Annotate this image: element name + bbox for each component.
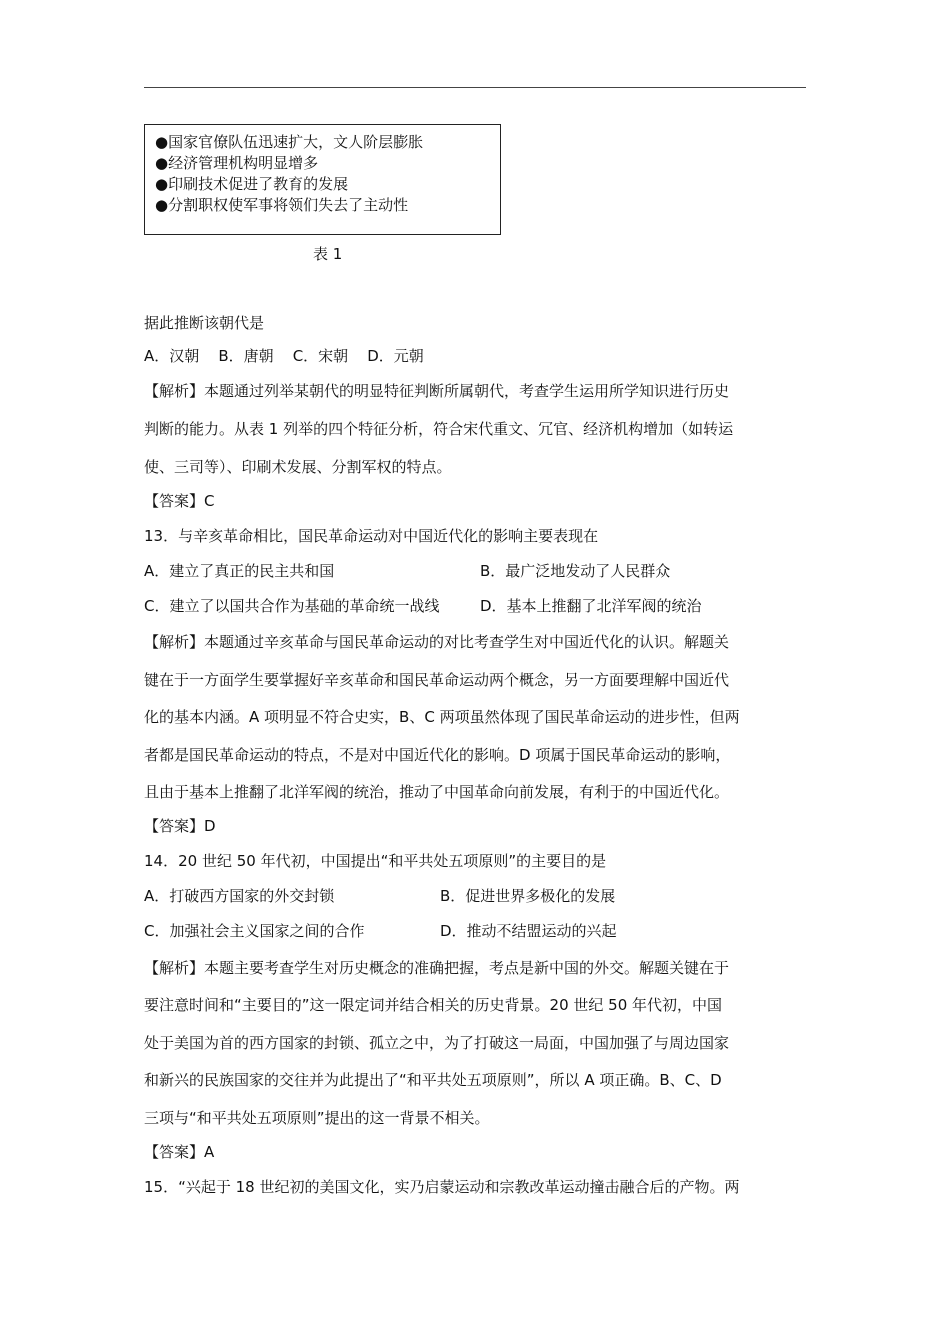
q12-analysis-line: 使、三司等）、印刷术发展、分割军权的特点。	[144, 458, 452, 476]
q12-analysis-line: 判断的能力。从表 1 列举的四个特征分析，符合宋代重文、冗官、经济机构增加（如转运	[144, 420, 734, 438]
table-1-item: ●国家官僚队伍迅速扩大，文人阶层膨胀	[155, 133, 424, 151]
q13-analysis-line: 化的基本内涵。A 项明显不符合史实，B、C 两项虽然体现了国民革命运动的进步性，但两	[144, 708, 740, 726]
q14-analysis-line: 处于美国为首的西方国家的封锁、孤立之中，为了打破这一局面，中国加强了与周边国家	[144, 1034, 730, 1052]
table-1-item: ●经济管理机构明显增多	[155, 154, 319, 172]
q12-stem: 据此推断该朝代是	[144, 314, 265, 332]
q13-analysis-line: 【解析】本题通过辛亥革命与国民革命运动的对比考查学生对中国近代化的认识。解题关	[144, 633, 730, 651]
q14-option-b: B．促进世界多极化的发展	[440, 887, 616, 905]
q13-analysis-line: 键在于一方面学生要掌握好辛亥革命和国民革命运动两个概念，另一方面要理解中国近代	[144, 671, 730, 689]
q13-answer: 【答案】D	[144, 817, 216, 835]
table-1-box	[144, 124, 501, 235]
q14-option-a: A．打破西方国家的外交封锁	[144, 887, 335, 905]
q15-stem: 15．“兴起于 18 世纪初的美国文化，实乃启蒙运动和宗教改革运动撞击融合后的产物。两	[144, 1178, 740, 1196]
table-1-item: ●分割职权使军事将领们失去了主动性	[155, 196, 409, 214]
q14-analysis-line: 【解析】本题主要考查学生对历史概念的准确把握，考点是新中国的外交。解题关键在于	[144, 959, 730, 977]
q14-answer: 【答案】A	[144, 1143, 215, 1161]
q14-option-d: D．推动不结盟运动的兴起	[440, 922, 617, 940]
q13-stem: 13．与辛亥革命相比，国民革命运动对中国近代化的影响主要表现在	[144, 527, 599, 545]
q14-option-c: C．加强社会主义国家之间的合作	[144, 922, 365, 940]
q14-analysis-line: 要注意时间和“主要目的”这一限定词并结合相关的历史背景。20 世纪 50 年代初，中国	[144, 996, 723, 1014]
q13-option-d: D．基本上推翻了北洋军阀的统治	[480, 597, 702, 615]
q12-analysis-line: 【解析】本题通过列举某朝代的明显特征判断所属朝代，考查学生运用所学知识进行历史	[144, 382, 730, 400]
q13-option-b: B．最广泛地发动了人民群众	[480, 562, 671, 580]
q14-analysis-line: 三项与“和平共处五项原则”提出的这一背景不相关。	[144, 1109, 490, 1127]
table-1-caption: 表 1	[313, 245, 343, 263]
q12-answer: 【答案】C	[144, 492, 215, 510]
header-rule	[144, 87, 806, 88]
q12-options: A．汉朝 B．唐朝 C．宋朝 D．元朝	[144, 347, 424, 365]
q14-analysis-line: 和新兴的民族国家的交往并为此提出了“和平共处五项原则”，所以 A 项正确。B、C、D	[144, 1071, 722, 1089]
q13-option-c: C．建立了以国共合作为基础的革命统一战线	[144, 597, 440, 615]
table-1-item: ●印刷技术促进了教育的发展	[155, 175, 349, 193]
q13-analysis-line: 且由于基本上推翻了北洋军阀的统治，推动了中国革命向前发展，有利于的中国近代化。	[144, 783, 730, 801]
q14-stem: 14．20 世纪 50 年代初，中国提出“和平共处五项原则”的主要目的是	[144, 852, 607, 870]
q13-option-a: A．建立了真正的民主共和国	[144, 562, 335, 580]
q13-analysis-line: 者都是国民革命运动的特点，不是对中国近代化的影响。D 项属于国民革命运动的影响，	[144, 746, 731, 764]
